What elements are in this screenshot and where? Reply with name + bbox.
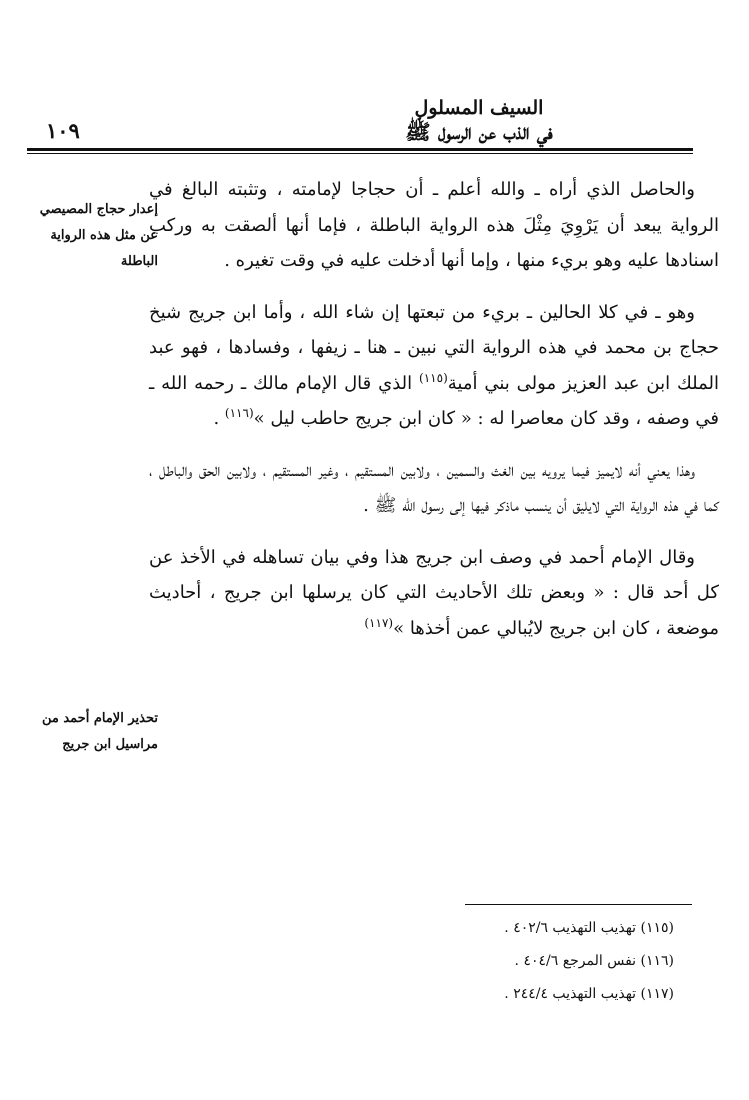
footnote-ref-117[interactable]: (١١٧) [364, 615, 394, 630]
paragraph-4 [149, 540, 719, 647]
margin-note-hajjaj: إعدار حجاج المصيصي عن مثل هذه الرواية الباطلة [39, 202, 158, 269]
paragraph-4-text: وقال الإمام أحمد في وصف ابن جريج هذا وفي بيان تساهله في الأخذ عن كل أحد قال : « وبعض تلك الأحاديث التي كان يرسلها ابن جريج ، أحاديث موضعة ، كان ابن جريج لايُبالي عمن أخذها » [149, 546, 719, 639]
paragraph-1 [149, 172, 719, 279]
main-text [149, 172, 719, 646]
footnote-117: (١١٧) تهذيب التهذيب ٢٤٤/٤ . [504, 986, 674, 1002]
header-rule [27, 148, 693, 151]
footnote-116: (١١٦) نفس المرجع ٤٠٤/٦ . [514, 953, 674, 969]
footnote-ref-116[interactable]: (١١٦) [224, 406, 254, 420]
running-subtitle: في الذب عن الرسول ﷺ [405, 119, 553, 144]
running-title: السيف المسلول [414, 97, 544, 119]
footnote-115: (١١٥) تهذيب التهذيب ٤٠٢/٦ . [504, 920, 674, 936]
margin-note-ahmad-warning: تحذير الإمام أحمد من مراسيل ابن جريج [41, 711, 158, 752]
paragraph-2-text-c: . [213, 408, 225, 429]
paragraph-2-text-b: الذي قال الإمام مالك ـ رحمه الله ـ في وصفه ، وقد كان معاصرا له : « كان ابن جريج حاطب ليل » [149, 372, 719, 429]
footnote-rule [465, 904, 692, 905]
footnotes [314, 912, 674, 1011]
page-number: ١٠٩ [46, 118, 80, 143]
header-rule-thin [27, 153, 693, 154]
paragraph-3-text: وهذا يعني أنه لايميز فيما يرويه بين الغث والسمين ، ولابين المستقيم ، وغير المستقيم ، ولابين الحق والباطل ، كما في هذه الرواية التي لايليق أن ينسب ماذكر فيها إلى رسول الله ﷺ . [149, 459, 719, 516]
paragraph-3 [149, 453, 719, 524]
footnote-ref-115[interactable]: (١١٥) [419, 370, 448, 385]
paragraph-1-text: والحاصل الذي أراه ـ والله أعلم ـ أن حجاجا لإمامته ، وتثبته البالغ في الرواية يبعد أن يَرْوِيَ مِثْلَ هذه الرواية الباطلة ، فإما أنها ألصقت به وركب اسنادها عليه وهو بريء منها ، وإما أنها أدخلت عليه في وقت تغيره . [149, 179, 719, 271]
paragraph-2 [149, 295, 719, 437]
paragraph-2-text-a: وهو ـ في كلا الحالين ـ بريء من تبعتها إن شاء الله ، وأما ابن جريج شيخ حجاج بن محمد في هذه الرواية التي نبين ـ هنا ـ زيفها ، وفسادها ، فهو عبد الملك ابن عبد العزيز مولى بني أمية [149, 301, 719, 394]
